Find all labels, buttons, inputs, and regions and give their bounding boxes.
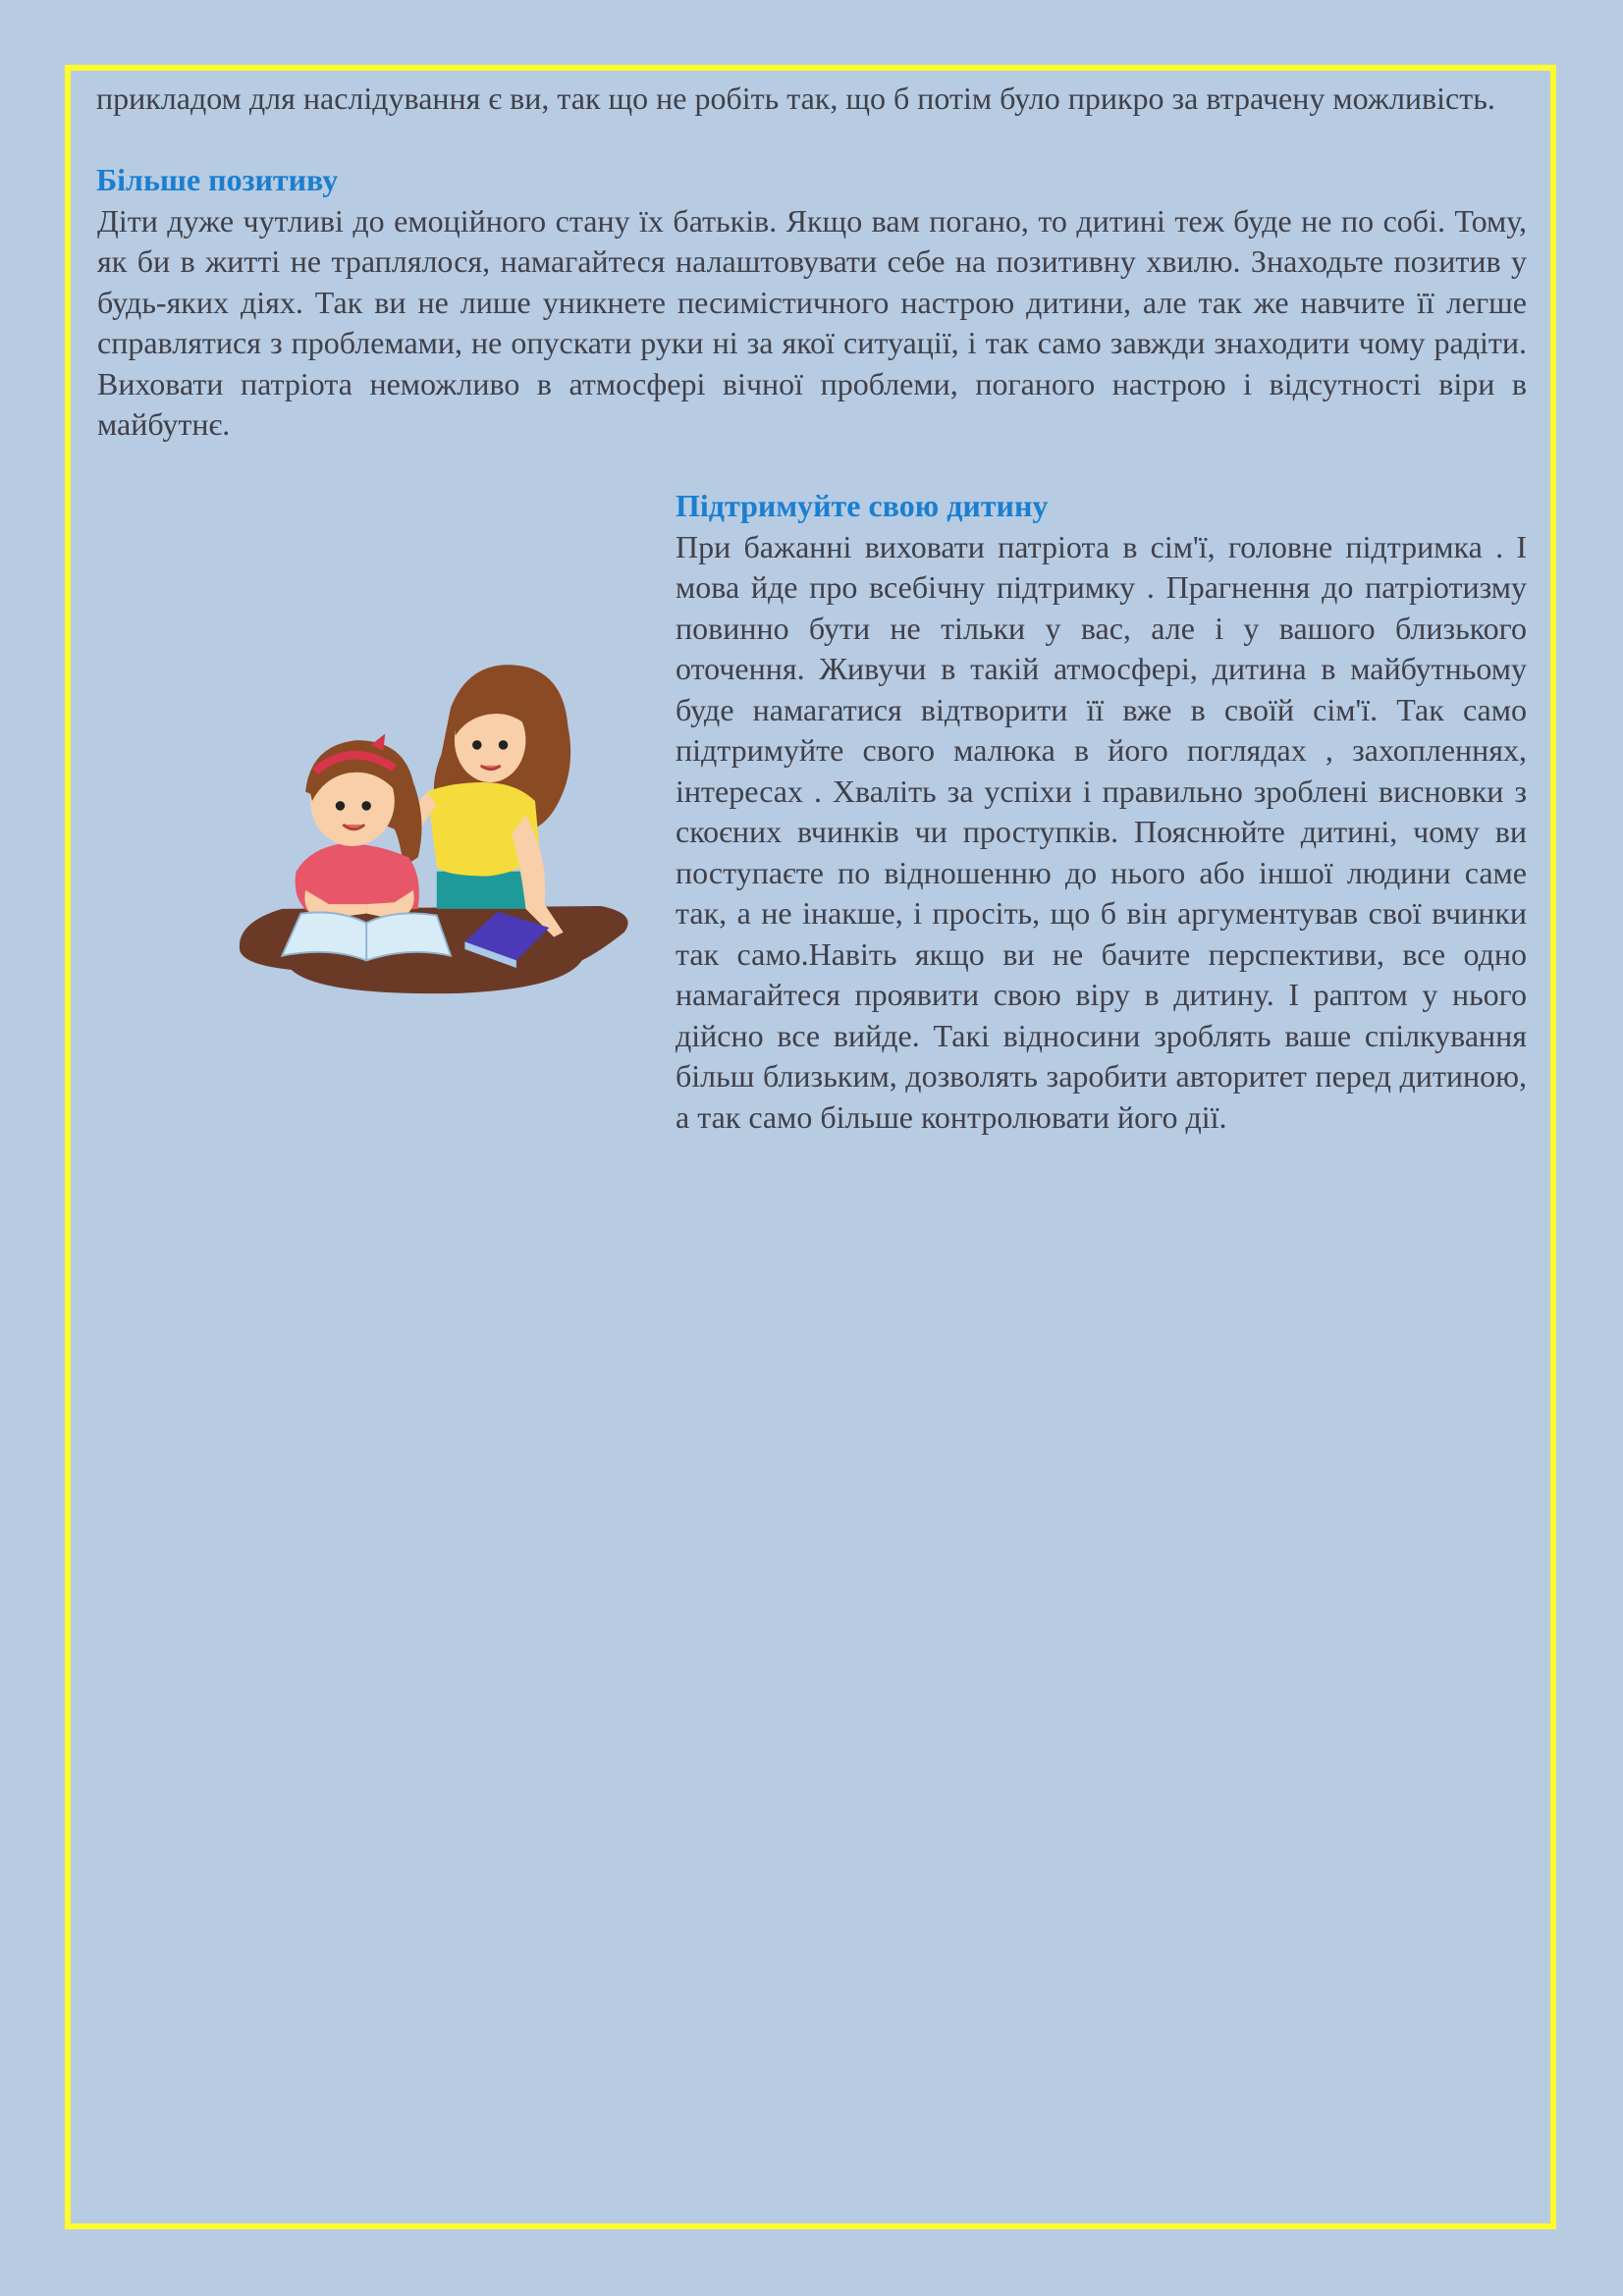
section1-text: Діти дуже чутливі до емоційного стану їх батьків. Якщо вам погано, то дитині теж буде не по собі. Тому, як би в житті не траплялося, намагайтеся налаштовувати себе на позитивну хвилю. Знаходьте позитив у будь-яких діях. Так ви не лише уникнете песимістичного настрою дитини, але так же навчите її легше справлятися з проблемами, не опускати руки ні за якої ситуації, і так само завжди знаходити чому радіти. Виховати патріота неможливо в атмосфері вічної проблеми, поганого настрою і відсутності віри в майбутнє.	[97, 202, 1527, 442]
section-heading-support-child: Підтримуйте свою дитину	[676, 488, 1049, 523]
mother-daughter-reading-illustration	[226, 648, 638, 1001]
section-heading-more-positive: Більше позитиву	[96, 162, 339, 197]
spacer	[96, 120, 1527, 161]
intro-paragraph: прикладом для наслідування є ви, так що не робіть так, що б потім було прикро за втрачену можливість.	[96, 80, 1495, 116]
section-paragraph-support-child: При бажанні виховати патріота в сім'ї, головне підтримка . І мова йде про всебічну підтримку . Прагнення до патріотизму повинно бути не тільки у вас, але і у вашого близького оточення. Живучи в такій атмосфері, дитина в майбутньому буде намагатися відтворити її вже в своїй сім'ї. Так само підтримуйте свого малюка в його поглядах , захопленнях, інтересах . Хваліть за успіхи і правильно зроблені висновки з скоєних вчинків чи проступків. Пояснюйте дитині, чому ви поступаєте по відношенню до нього або іншої людини саме так, а не інакше, і просіть, що б він аргументував свої вчинки так само.Навіть якщо ви не бачите перспективи, все одно намагайтеся проявити свою віру в дитину. І раптом у нього дійсно все вийде. Такі відносини зроблять ваше спілкування більш близьким, дозволять заробити авторитет перед дитиною, а так само більше контролювати його дії.	[676, 528, 1527, 1135]
illustration-container	[226, 648, 638, 1001]
section-paragraph-more-positive	[96, 201, 1527, 446]
